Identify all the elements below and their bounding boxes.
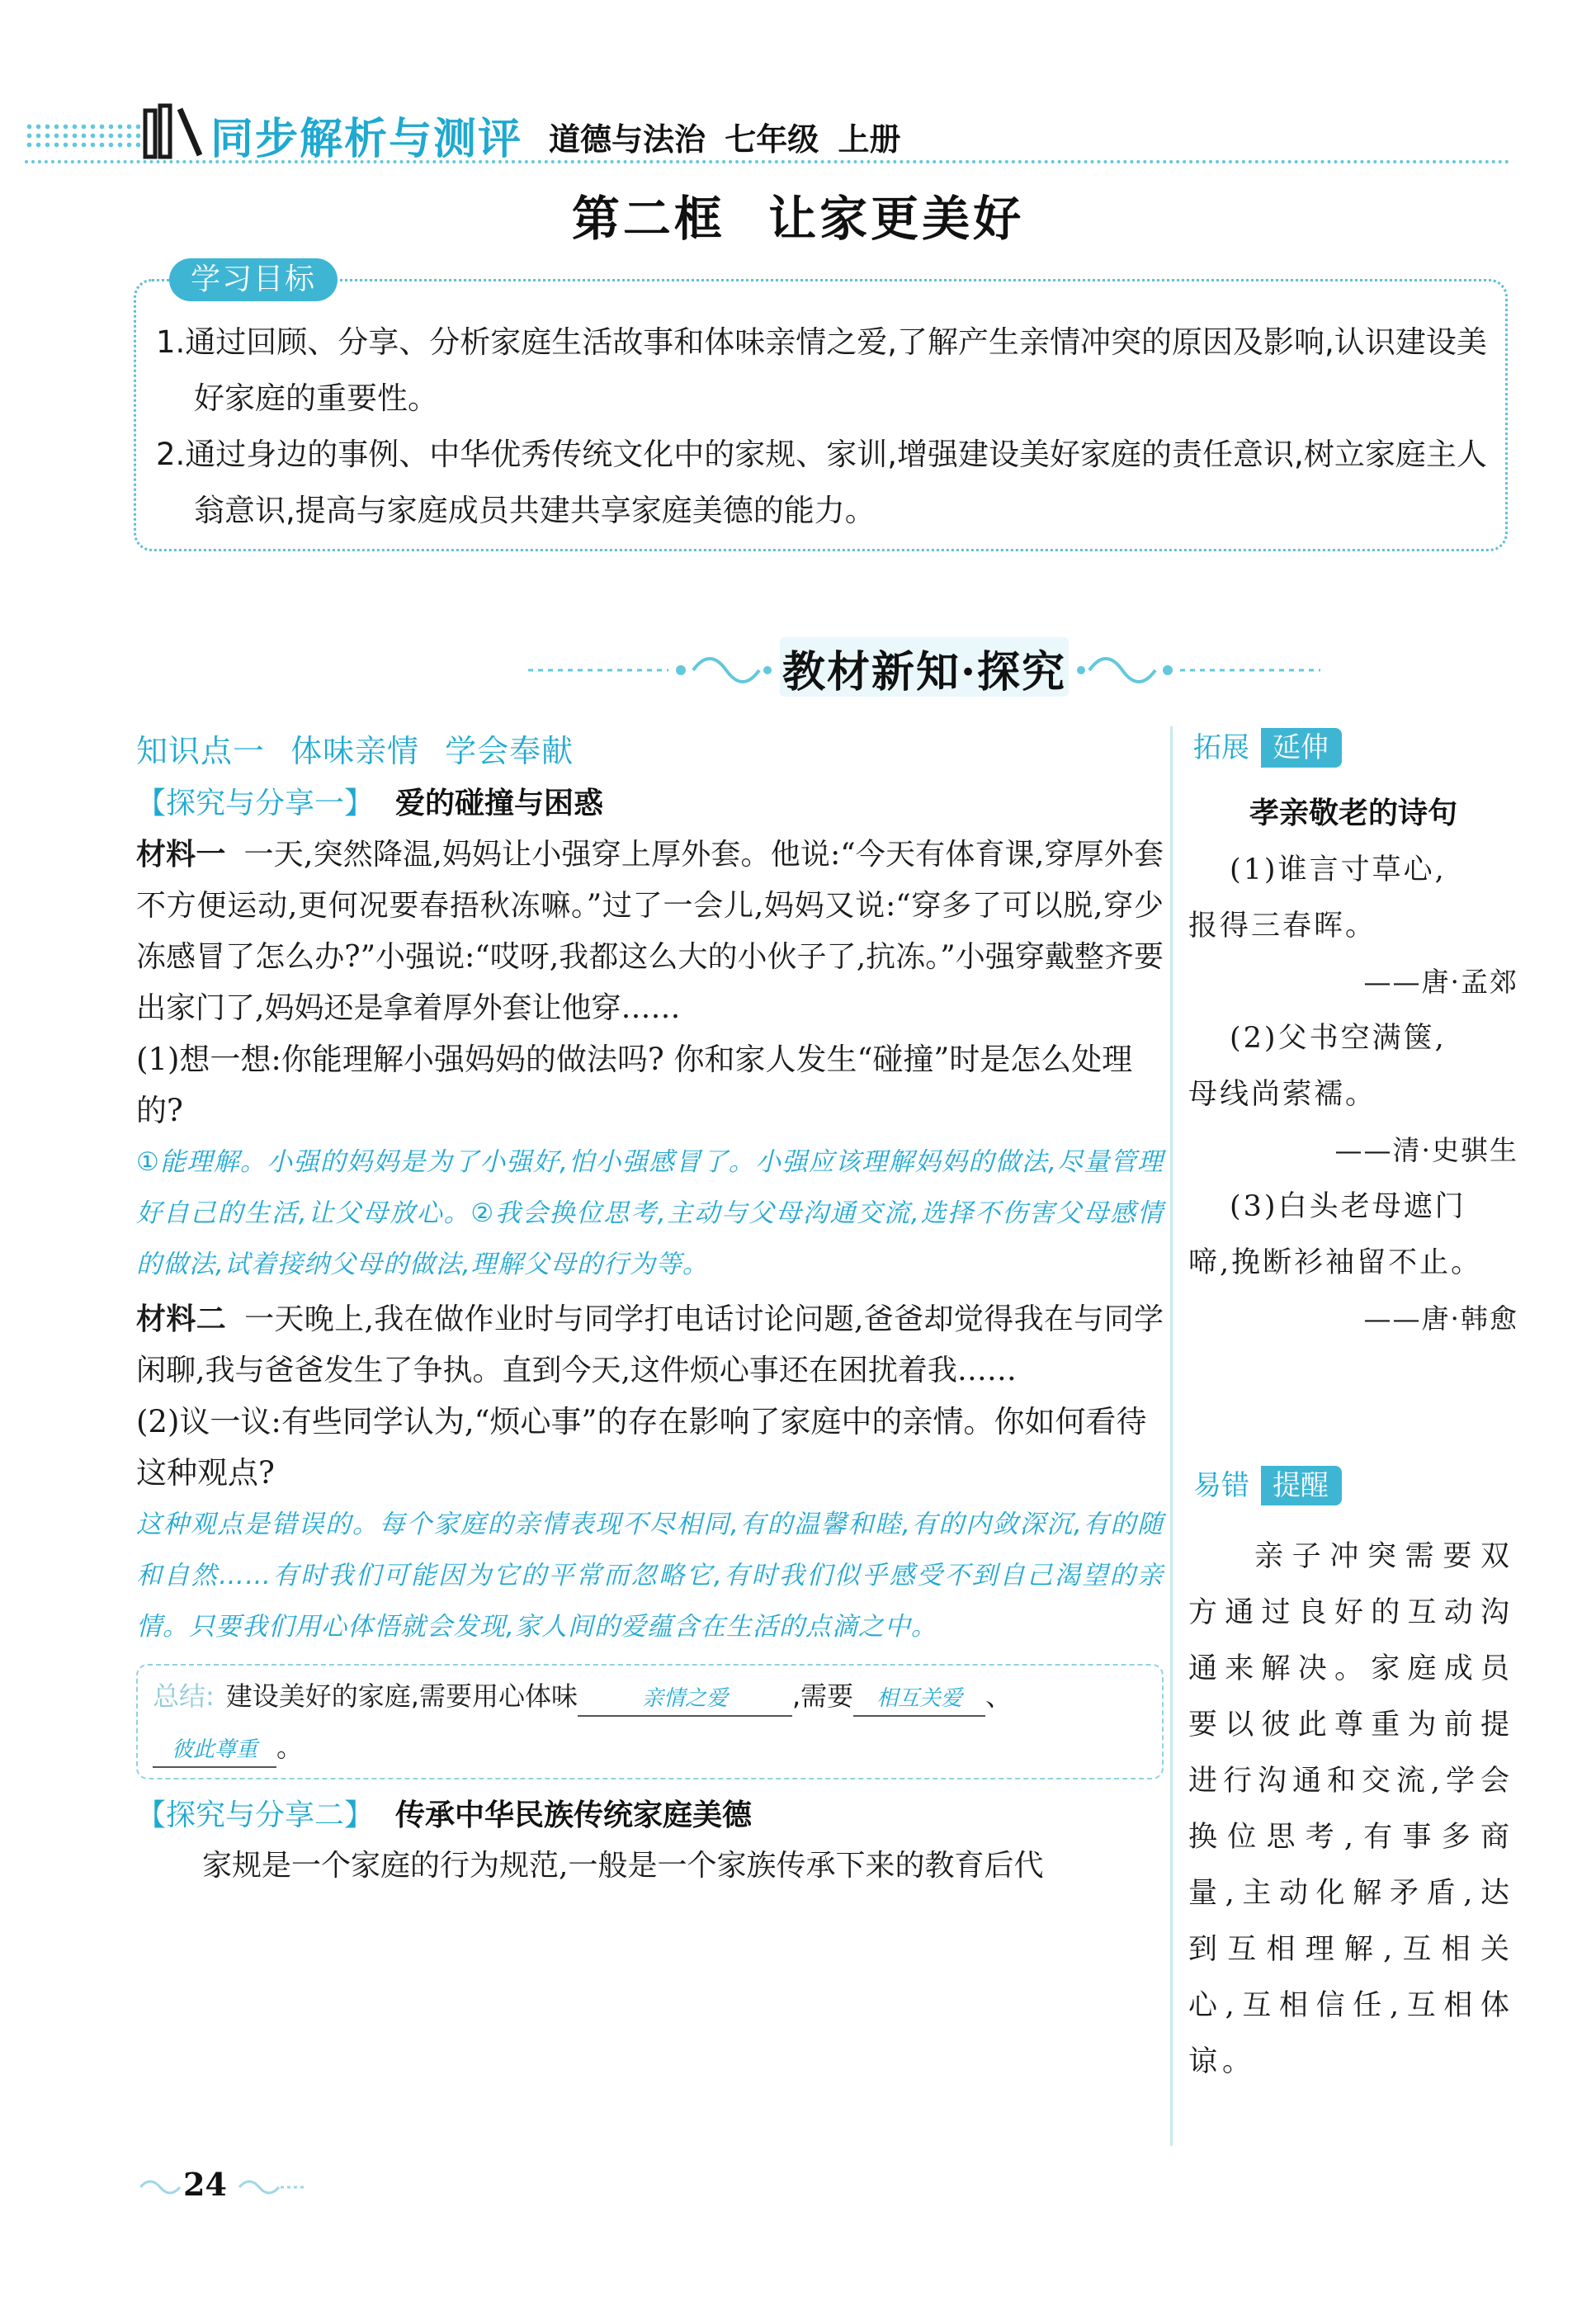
page-header	[25, 97, 1510, 163]
paragraph-family-rules: 家规是一个家庭的行为规范,一般是一个家族传承下来的教育后代	[202, 1849, 1044, 1883]
poems-panel	[1188, 784, 1518, 1347]
explore-heading-2	[136, 1791, 1164, 1841]
extension-tag	[1188, 728, 1342, 768]
series-title: 同步解析与测评	[210, 115, 523, 164]
section-banner	[528, 629, 1320, 703]
mistake-reminder-text: 亲子冲突需要双方通过良好的互动沟通来解决。家庭成员要以彼此尊重为前提进行沟通和交流,学会换位思考,有事多商量,主动化解矛盾,达到互相理解,互相关心,互相信任,互相体谅。	[1188, 1540, 1514, 2078]
answer-1: ①能理解。小强的妈妈是为了小强好,怕小强感冒了。小强应该理解妈妈的做法,尽量管理好自己的生活,让父母放心。②我会换位思考,主动与父母沟通交流,选择不伤害父母感情的做法,试着接纳父母的做法,理解父母的行为等。	[136, 1147, 1164, 1279]
summary-text: ,需要	[791, 1680, 854, 1712]
sidebar-divider	[1170, 726, 1173, 2146]
learning-objectives-tag: 学习目标	[169, 258, 338, 301]
material-text: 一天晚上,我在做作业时与同学打电话讨论问题,爸爸却觉得我在与同学闲聊,我与爸爸发生了争执。直到今天,这件烦心事还在困扰着我……	[136, 1302, 1164, 1387]
page-footer	[140, 2162, 305, 2212]
poem-line: (3)白头老母遮门	[1230, 1190, 1466, 1223]
poem-author: ——唐·孟郊	[1363, 966, 1518, 998]
header-dot-pattern	[25, 122, 140, 152]
learning-objectives-box	[134, 262, 1508, 551]
summary-box	[136, 1664, 1164, 1779]
summary-text: 、	[985, 1680, 1013, 1712]
mistake-tag-a: 易错	[1193, 1469, 1249, 1502]
mistake-reminder-tag	[1188, 1466, 1342, 1505]
subject-label: 道德与法治 七年级 上册	[549, 121, 901, 158]
material-label: 材料一	[136, 837, 226, 872]
lesson-title: 第二框 让家更美好	[571, 191, 1025, 247]
poems-title: 孝亲敬老的诗句	[1249, 796, 1457, 830]
section-banner-title: 教材新知·探究	[781, 647, 1067, 697]
summary-blank-3: 彼此尊重	[153, 1733, 276, 1768]
summary-text: 建设美好的家庭,需要用心体味	[225, 1680, 578, 1712]
summary-blank-2: 相互关爱	[853, 1682, 985, 1717]
poem-line: (1)谁言寸草心,	[1230, 853, 1447, 886]
mistake-tag-b: 提醒	[1261, 1466, 1342, 1505]
poem-author: ——唐·韩愈	[1363, 1302, 1518, 1335]
poem-line: 母线尚萦襦。	[1188, 1078, 1377, 1111]
poem-line: 报得三春晖。	[1188, 910, 1377, 943]
knowledge-point-title: 知识点一 体味亲情 学会奉献	[136, 733, 574, 769]
explore-heading-1	[136, 779, 1164, 829]
question-1: (1)想一想:你能理解小强妈妈的做法吗? 你和家人发生“碰撞”时是怎么处理的?	[136, 1042, 1133, 1128]
page-number: 24	[183, 2166, 227, 2203]
explore-label: 【探究与分享一】	[136, 787, 375, 820]
header-divider	[25, 160, 1510, 163]
objective-item: 2.通过身边的事例、中华优秀传统文化中的家规、家训,增强建设美好家庭的责任意识,树立家庭主人翁意识,提高与家庭成员共建共享家庭美德的能力。	[156, 437, 1487, 528]
summary-label: 总结:	[153, 1680, 215, 1712]
material-label: 材料二	[136, 1302, 227, 1336]
material-text: 一天,突然降温,妈妈让小强穿上厚外套。他说:“今天有体育课,穿厚外套不方便运动,更何况要春捂秋冻嘛。”过了一会儿,妈妈又说:“穿多了可以脱,穿少冻感冒了怎么办?”小强说:“哎呀,我都这么大的小伙子了,抗冻。”小强穿戴整齐要出家门了,妈妈还是拿着厚外套让他穿……	[136, 838, 1164, 1025]
objective-item: 1.通过回顾、分享、分析家庭生活故事和体味亲情之爱,了解产生亲情冲突的原因及影响,认识建设美好家庭的重要性。	[156, 324, 1487, 416]
poem-line: 啼,挽断衫袖留不止。	[1188, 1246, 1483, 1279]
poem-author: ——清·史骐生	[1334, 1134, 1518, 1166]
summary-blank-1: 亲情之爱	[578, 1682, 792, 1717]
explore-topic: 爱的碰撞与困惑	[395, 787, 604, 820]
extension-tag-a: 拓展	[1193, 731, 1249, 764]
main-column	[136, 726, 1164, 1892]
answer-2: 这种观点是错误的。每个家庭的亲情表现不尽相同,有的温馨和睦,有的内敛深沉,有的随和自然……有时我们可能因为它的平常而忽略它,有时我们似乎感受不到自己渴望的亲情。只要我们用心体悟就会发现,家人间的爱蕴含在生活的点滴之中。	[136, 1510, 1164, 1642]
poem-line: (2)父书空满箧,	[1230, 1022, 1447, 1055]
explore-topic: 传承中华民族传统家庭美德	[395, 1798, 753, 1832]
question-2: (2)议一议:有些同学认为,“烦心事”的存在影响了家庭中的亲情。你如何看待这种观点?	[136, 1404, 1147, 1491]
summary-text: 。	[276, 1732, 304, 1763]
explore-label: 【探究与分享二】	[136, 1798, 375, 1832]
material-2	[136, 1293, 1164, 1397]
books-icon	[142, 102, 208, 160]
objectives-list	[136, 281, 1505, 539]
extension-tag-b: 延伸	[1261, 728, 1342, 768]
material-1	[136, 829, 1164, 1034]
